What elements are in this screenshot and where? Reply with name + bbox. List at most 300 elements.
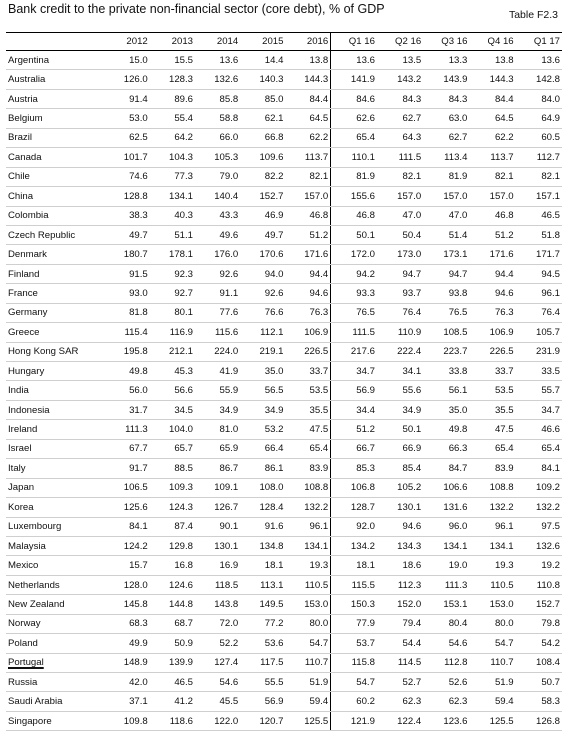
value-cell: 82.1: [469, 167, 515, 186]
country-name: France: [8, 287, 38, 299]
value-cell: 41.2: [150, 692, 195, 711]
value-cell: 18.6: [377, 556, 423, 575]
value-cell: 54.7: [331, 673, 377, 692]
value-cell: 72.0: [195, 614, 240, 633]
value-cell: 134.2: [331, 536, 377, 555]
value-cell: 41.9: [195, 362, 240, 381]
value-cell: 91.4: [105, 89, 150, 108]
value-cell: 120.7: [240, 711, 285, 730]
value-cell: 13.6: [195, 51, 240, 70]
value-cell: 91.5: [105, 264, 150, 283]
value-cell: 33.7: [285, 362, 330, 381]
table-row: [6, 187, 562, 206]
value-cell: 33.7: [469, 362, 515, 381]
value-cell: 124.2: [105, 536, 150, 555]
credit-table: [6, 32, 562, 731]
table-row: [6, 206, 562, 225]
value-cell: 180.7: [105, 245, 150, 264]
value-cell: 128.4: [240, 498, 285, 517]
value-cell: 68.3: [105, 614, 150, 633]
value-cell: 92.6: [240, 284, 285, 303]
value-cell: 118.6: [150, 711, 195, 730]
value-cell: 172.0: [331, 245, 377, 264]
value-cell: 51.4: [423, 225, 469, 244]
value-cell: 94.6: [377, 517, 423, 536]
country-cell: [6, 109, 105, 128]
value-cell: 112.8: [423, 653, 469, 672]
country-name: Colombia: [8, 210, 49, 222]
country-name: Korea: [8, 501, 34, 513]
value-cell: 76.5: [423, 303, 469, 322]
value-cell: 219.1: [240, 342, 285, 361]
value-cell: 50.1: [331, 225, 377, 244]
value-cell: 134.3: [377, 536, 423, 555]
value-cell: 47.0: [423, 206, 469, 225]
value-cell: 13.6: [516, 51, 562, 70]
value-cell: 34.1: [377, 362, 423, 381]
value-cell: 84.7: [423, 459, 469, 478]
value-cell: 34.9: [240, 400, 285, 419]
value-cell: 110.5: [469, 575, 515, 594]
column-header: 2014: [195, 33, 240, 51]
value-cell: 80.0: [285, 614, 330, 633]
country-cell: [6, 167, 105, 186]
value-cell: 38.3: [105, 206, 150, 225]
value-cell: 84.6: [331, 89, 377, 108]
value-cell: 85.3: [331, 459, 377, 478]
column-header: 2015: [240, 33, 285, 51]
value-cell: 92.0: [331, 517, 377, 536]
value-cell: 65.4: [285, 439, 330, 458]
value-cell: 94.2: [331, 264, 377, 283]
value-cell: 54.6: [423, 634, 469, 653]
value-cell: 55.6: [377, 381, 423, 400]
value-cell: 143.8: [195, 595, 240, 614]
table-row: [6, 381, 562, 400]
value-cell: 37.1: [105, 692, 150, 711]
table-row: [6, 498, 562, 517]
value-cell: 62.7: [423, 128, 469, 147]
value-cell: 157.0: [423, 187, 469, 206]
value-cell: 76.3: [469, 303, 515, 322]
value-cell: 53.6: [240, 634, 285, 653]
value-cell: 77.9: [331, 614, 377, 633]
value-cell: 94.0: [240, 264, 285, 283]
value-cell: 34.9: [195, 400, 240, 419]
country-name: Brazil: [8, 132, 32, 144]
value-cell: 62.1: [240, 109, 285, 128]
country-cell: [6, 498, 105, 517]
country-cell: [6, 595, 105, 614]
country-cell: [6, 439, 105, 458]
country-cell: [6, 362, 105, 381]
value-cell: 144.3: [285, 70, 330, 89]
table-row: [6, 634, 562, 653]
value-cell: 62.2: [469, 128, 515, 147]
value-cell: 86.1: [240, 459, 285, 478]
value-cell: 62.7: [377, 109, 423, 128]
value-cell: 117.5: [240, 653, 285, 672]
value-cell: 77.6: [195, 303, 240, 322]
value-cell: 152.7: [516, 595, 562, 614]
value-cell: 85.8: [195, 89, 240, 108]
value-cell: 116.9: [150, 323, 195, 342]
value-cell: 56.5: [240, 381, 285, 400]
value-cell: 54.4: [377, 634, 423, 653]
column-header: Q4 16: [469, 33, 515, 51]
value-cell: 47.0: [377, 206, 423, 225]
value-cell: 141.9: [331, 70, 377, 89]
value-cell: 153.0: [469, 595, 515, 614]
value-cell: 171.6: [469, 245, 515, 264]
country-name: China: [8, 190, 34, 202]
value-cell: 49.7: [105, 225, 150, 244]
value-cell: 55.4: [150, 109, 195, 128]
value-cell: 55.9: [195, 381, 240, 400]
value-cell: 134.1: [423, 536, 469, 555]
country-name: Poland: [8, 637, 38, 649]
value-cell: 34.5: [150, 400, 195, 419]
value-cell: 113.4: [423, 148, 469, 167]
country-name: Portugal: [8, 657, 44, 669]
value-cell: 62.3: [377, 692, 423, 711]
value-cell: 126.7: [195, 498, 240, 517]
value-cell: 84.0: [516, 89, 562, 108]
value-cell: 122.4: [377, 711, 423, 730]
value-cell: 49.8: [105, 362, 150, 381]
country-cell: [6, 459, 105, 478]
value-cell: 46.8: [331, 206, 377, 225]
country-name: Indonesia: [8, 404, 50, 416]
value-cell: 66.8: [240, 128, 285, 147]
value-cell: 35.0: [423, 400, 469, 419]
country-name: Greece: [8, 326, 40, 338]
value-cell: 226.5: [469, 342, 515, 361]
column-header: 2012: [105, 33, 150, 51]
country-cell: [6, 284, 105, 303]
value-cell: 84.1: [105, 517, 150, 536]
value-cell: 152.7: [240, 187, 285, 206]
value-cell: 80.0: [469, 614, 515, 633]
value-cell: 123.6: [423, 711, 469, 730]
value-cell: 64.9: [516, 109, 562, 128]
country-name: Canada: [8, 151, 42, 163]
value-cell: 65.4: [469, 439, 515, 458]
value-cell: 56.9: [331, 381, 377, 400]
country-name: India: [8, 385, 29, 397]
value-cell: 62.6: [331, 109, 377, 128]
value-cell: 139.9: [150, 653, 195, 672]
value-cell: 132.2: [516, 498, 562, 517]
value-cell: 81.0: [195, 420, 240, 439]
country-cell: [6, 420, 105, 439]
column-header: Q1 16: [331, 33, 377, 51]
value-cell: 34.4: [331, 400, 377, 419]
value-cell: 77.2: [240, 614, 285, 633]
value-cell: 108.8: [469, 478, 515, 497]
value-cell: 49.8: [423, 420, 469, 439]
value-cell: 112.7: [516, 148, 562, 167]
value-cell: 110.1: [331, 148, 377, 167]
table-row: [6, 148, 562, 167]
country-name: Chile: [8, 171, 30, 183]
value-cell: 50.7: [516, 673, 562, 692]
value-cell: 54.7: [285, 634, 330, 653]
value-cell: 104.0: [150, 420, 195, 439]
value-cell: 157.0: [377, 187, 423, 206]
value-cell: 49.9: [105, 634, 150, 653]
table-row: [6, 595, 562, 614]
value-cell: 50.9: [150, 634, 195, 653]
value-cell: 114.5: [377, 653, 423, 672]
value-cell: 97.5: [516, 517, 562, 536]
value-cell: 217.6: [331, 342, 377, 361]
value-cell: 62.3: [423, 692, 469, 711]
value-cell: 126.0: [105, 70, 150, 89]
value-cell: 131.6: [423, 498, 469, 517]
table-row: [6, 653, 562, 672]
value-cell: 108.5: [423, 323, 469, 342]
country-cell: [6, 400, 105, 419]
value-cell: 46.9: [240, 206, 285, 225]
value-cell: 84.1: [516, 459, 562, 478]
country-cell: [6, 89, 105, 108]
value-cell: 125.5: [285, 711, 330, 730]
value-cell: 171.6: [285, 245, 330, 264]
value-cell: 31.7: [105, 400, 150, 419]
value-cell: 94.4: [285, 264, 330, 283]
country-name: Denmark: [8, 249, 47, 261]
value-cell: 145.8: [105, 595, 150, 614]
table-row: [6, 51, 562, 70]
country-name: Czech Republic: [8, 229, 76, 241]
column-header: 2016: [285, 33, 330, 51]
value-cell: 129.8: [150, 536, 195, 555]
table-row: [6, 536, 562, 555]
value-cell: 58.3: [516, 692, 562, 711]
value-cell: 47.5: [469, 420, 515, 439]
value-cell: 66.9: [377, 439, 423, 458]
value-cell: 43.3: [195, 206, 240, 225]
value-cell: 112.3: [377, 575, 423, 594]
value-cell: 108.0: [240, 478, 285, 497]
value-cell: 65.7: [150, 439, 195, 458]
value-cell: 91.1: [195, 284, 240, 303]
value-cell: 140.4: [195, 187, 240, 206]
value-cell: 13.8: [469, 51, 515, 70]
value-cell: 111.5: [377, 148, 423, 167]
value-cell: 109.6: [240, 148, 285, 167]
table-row: [6, 264, 562, 283]
value-cell: 96.0: [423, 517, 469, 536]
value-cell: 50.4: [377, 225, 423, 244]
country-cell: [6, 381, 105, 400]
value-cell: 134.8: [240, 536, 285, 555]
value-cell: 34.7: [331, 362, 377, 381]
value-cell: 134.1: [469, 536, 515, 555]
value-cell: 84.3: [377, 89, 423, 108]
value-cell: 125.6: [105, 498, 150, 517]
value-cell: 94.6: [469, 284, 515, 303]
value-cell: 89.6: [150, 89, 195, 108]
value-cell: 65.4: [516, 439, 562, 458]
value-cell: 149.5: [240, 595, 285, 614]
value-cell: 53.0: [105, 109, 150, 128]
value-cell: 81.8: [105, 303, 150, 322]
country-cell: [6, 264, 105, 283]
value-cell: 19.0: [423, 556, 469, 575]
value-cell: 106.9: [285, 323, 330, 342]
value-cell: 65.9: [195, 439, 240, 458]
value-cell: 80.1: [150, 303, 195, 322]
value-cell: 91.6: [240, 517, 285, 536]
table-row: [6, 362, 562, 381]
value-cell: 108.8: [285, 478, 330, 497]
value-cell: 53.5: [469, 381, 515, 400]
table-row: [6, 400, 562, 419]
value-cell: 140.3: [240, 70, 285, 89]
value-cell: 93.8: [423, 284, 469, 303]
value-cell: 173.1: [423, 245, 469, 264]
value-cell: 93.7: [377, 284, 423, 303]
value-cell: 51.9: [285, 673, 330, 692]
value-cell: 64.5: [285, 109, 330, 128]
value-cell: 79.0: [195, 167, 240, 186]
value-cell: 14.4: [240, 51, 285, 70]
value-cell: 132.2: [285, 498, 330, 517]
table-row: [6, 323, 562, 342]
table-row: [6, 711, 562, 730]
value-cell: 112.1: [240, 323, 285, 342]
value-cell: 109.1: [195, 478, 240, 497]
value-cell: 49.6: [195, 225, 240, 244]
value-cell: 109.3: [150, 478, 195, 497]
value-cell: 143.2: [377, 70, 423, 89]
value-cell: 81.9: [423, 167, 469, 186]
value-cell: 106.8: [331, 478, 377, 497]
value-cell: 118.5: [195, 575, 240, 594]
value-cell: 65.4: [331, 128, 377, 147]
value-cell: 124.6: [150, 575, 195, 594]
table-row: [6, 673, 562, 692]
value-cell: 83.9: [285, 459, 330, 478]
value-cell: 105.2: [377, 478, 423, 497]
value-cell: 81.9: [331, 167, 377, 186]
header-country: [6, 33, 105, 51]
value-cell: 128.0: [105, 575, 150, 594]
value-cell: 59.4: [469, 692, 515, 711]
country-name: Germany: [8, 307, 48, 319]
value-cell: 35.0: [240, 362, 285, 381]
value-cell: 115.4: [105, 323, 150, 342]
value-cell: 46.8: [285, 206, 330, 225]
value-cell: 49.7: [240, 225, 285, 244]
value-cell: 143.9: [423, 70, 469, 89]
value-cell: 106.6: [423, 478, 469, 497]
value-cell: 56.0: [105, 381, 150, 400]
value-cell: 105.3: [195, 148, 240, 167]
country-name: Japan: [8, 482, 35, 494]
value-cell: 56.1: [423, 381, 469, 400]
value-cell: 157.0: [469, 187, 515, 206]
value-cell: 66.7: [331, 439, 377, 458]
value-cell: 226.5: [285, 342, 330, 361]
value-cell: 51.9: [469, 673, 515, 692]
table-row: [6, 478, 562, 497]
value-cell: 51.2: [469, 225, 515, 244]
country-cell: [6, 51, 105, 70]
country-name: Luxembourg: [8, 521, 62, 533]
country-cell: [6, 614, 105, 633]
value-cell: 110.8: [516, 575, 562, 594]
value-cell: 94.4: [469, 264, 515, 283]
value-cell: 33.5: [516, 362, 562, 381]
table-row: [6, 692, 562, 711]
country-name: Belgium: [8, 113, 43, 125]
table-row: [6, 575, 562, 594]
value-cell: 54.6: [195, 673, 240, 692]
value-cell: 153.0: [285, 595, 330, 614]
value-cell: 53.2: [240, 420, 285, 439]
value-cell: 68.7: [150, 614, 195, 633]
value-cell: 76.4: [377, 303, 423, 322]
value-cell: 87.4: [150, 517, 195, 536]
value-cell: 96.1: [469, 517, 515, 536]
value-cell: 176.0: [195, 245, 240, 264]
table-row: [6, 420, 562, 439]
value-cell: 152.0: [377, 595, 423, 614]
value-cell: 45.3: [150, 362, 195, 381]
country-cell: [6, 303, 105, 322]
value-cell: 84.4: [469, 89, 515, 108]
value-cell: 128.8: [105, 187, 150, 206]
value-cell: 15.5: [150, 51, 195, 70]
value-cell: 104.3: [150, 148, 195, 167]
value-cell: 125.5: [469, 711, 515, 730]
country-cell: [6, 245, 105, 264]
value-cell: 76.3: [285, 303, 330, 322]
value-cell: 77.3: [150, 167, 195, 186]
value-cell: 130.1: [195, 536, 240, 555]
value-cell: 128.3: [150, 70, 195, 89]
value-cell: 76.6: [240, 303, 285, 322]
value-cell: 130.1: [377, 498, 423, 517]
country-cell: [6, 187, 105, 206]
table-row: [6, 614, 562, 633]
value-cell: 106.9: [469, 323, 515, 342]
value-cell: 18.1: [331, 556, 377, 575]
value-cell: 51.2: [285, 225, 330, 244]
value-cell: 115.6: [195, 323, 240, 342]
country-name: Argentina: [8, 54, 50, 66]
country-name: Malaysia: [8, 540, 46, 552]
value-cell: 45.5: [195, 692, 240, 711]
value-cell: 173.0: [377, 245, 423, 264]
value-cell: 74.6: [105, 167, 150, 186]
value-cell: 15.0: [105, 51, 150, 70]
value-cell: 124.3: [150, 498, 195, 517]
value-cell: 85.0: [240, 89, 285, 108]
value-cell: 108.4: [516, 653, 562, 672]
value-cell: 111.3: [423, 575, 469, 594]
value-cell: 46.5: [516, 206, 562, 225]
value-cell: 59.4: [285, 692, 330, 711]
value-cell: 171.7: [516, 245, 562, 264]
country-name: New Zealand: [8, 598, 65, 610]
value-cell: 16.8: [150, 556, 195, 575]
country-cell: [6, 225, 105, 244]
country-cell: [6, 556, 105, 575]
